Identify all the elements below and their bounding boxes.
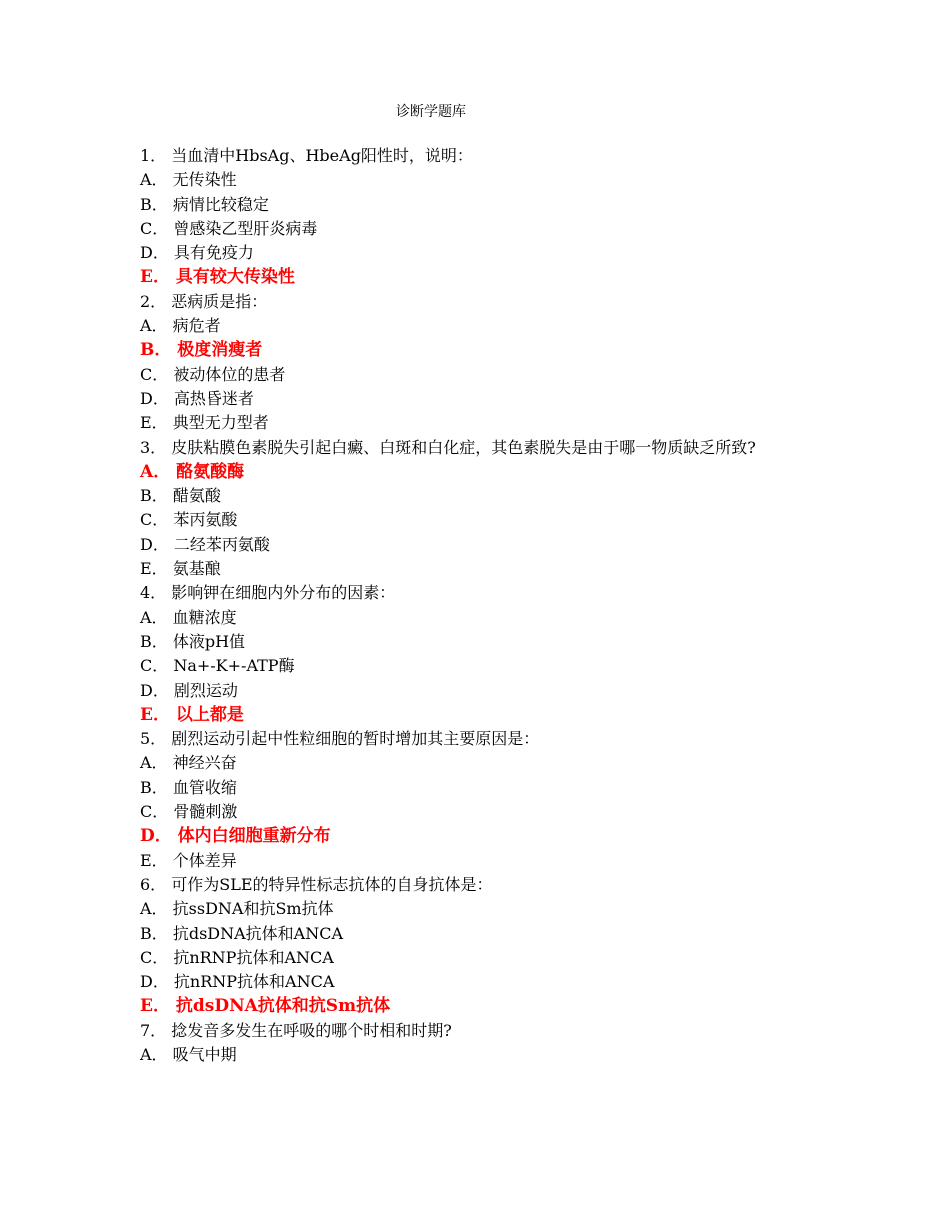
answer-option: D． 抗nRNP抗体和ANCA (140, 972, 335, 992)
answer-option: E． 典型无力型者 (140, 413, 269, 433)
question-stem: 4． 影响钾在细胞内外分布的因素： (140, 583, 396, 603)
correct-answer-option: E． 具有较大传染性 (140, 267, 295, 288)
answer-option: A． 病危者 (140, 316, 221, 336)
answer-option: D． 剧烈运动 (140, 680, 238, 700)
answer-option: B． 病情比较稳定 (140, 194, 269, 214)
answer-option: E． 个体差异 (140, 850, 237, 870)
question-stem: 7． 捻发音多发生在呼吸的哪个时相和时期? (140, 1020, 452, 1040)
correct-answer-option: D． 体内白细胞重新分布 (140, 826, 331, 847)
answer-option: C． 抗nRNP抗体和ANCA (140, 947, 334, 967)
document-title: 诊断学题库 (396, 104, 466, 120)
answer-option: A． 神经兴奋 (140, 753, 237, 773)
answer-option: A． 抗ssDNA和抗Sm抗体 (140, 899, 334, 919)
answer-option: C． 被动体位的患者 (140, 364, 286, 384)
question-stem: 3． 皮肤粘膜色素脱失引起白癜、白斑和白化症，其色素脱失是由于哪一物质缺乏所致? (140, 437, 756, 457)
correct-answer-option: E． 以上都是 (140, 704, 244, 725)
answer-option: E． 氨基酿 (140, 559, 221, 579)
question-stem: 2． 恶病质是指： (140, 291, 268, 311)
answer-option: A． 无传染性 (140, 170, 237, 190)
correct-answer-option: E． 抗dsDNA抗体和抗Sm抗体 (140, 996, 391, 1017)
answer-option: C． 骨髓刺激 (140, 802, 238, 822)
answer-option: A． 血糖浓度 (140, 607, 237, 627)
answer-option: D． 二经苯丙氨酸 (140, 534, 270, 554)
question-stem: 1． 当血清中HbsAg、HbeAg阳性时，说明： (140, 146, 473, 165)
question-list (140, 144, 810, 1067)
answer-option: A． 吸气中期 (140, 1044, 237, 1064)
answer-option: B． 体液pH值 (140, 631, 246, 651)
answer-option: B． 醋氨酸 (140, 486, 221, 506)
answer-option: D． 高热昏迷者 (140, 388, 254, 408)
question-stem: 5． 剧烈运动引起中性粒细胞的暂时增加其主要原因是： (140, 729, 540, 749)
answer-option: C． 苯丙氨酸 (140, 510, 238, 530)
question-stem: 6． 可作为SLE的特异性标志抗体的自身抗体是： (140, 874, 493, 894)
answer-option: D． 具有免疫力 (140, 243, 254, 263)
correct-answer-option: A． 酪氨酸酶 (140, 461, 245, 482)
correct-answer-option: B． 极度消瘦者 (140, 340, 263, 361)
answer-option: B． 血管收缩 (140, 777, 237, 797)
answer-option: C． Na+-K+-ATP酶 (140, 656, 295, 676)
answer-option: B． 抗dsDNA抗体和ANCA (140, 923, 344, 943)
answer-option: C． 曾感染乙型肝炎病毒 (140, 218, 318, 238)
